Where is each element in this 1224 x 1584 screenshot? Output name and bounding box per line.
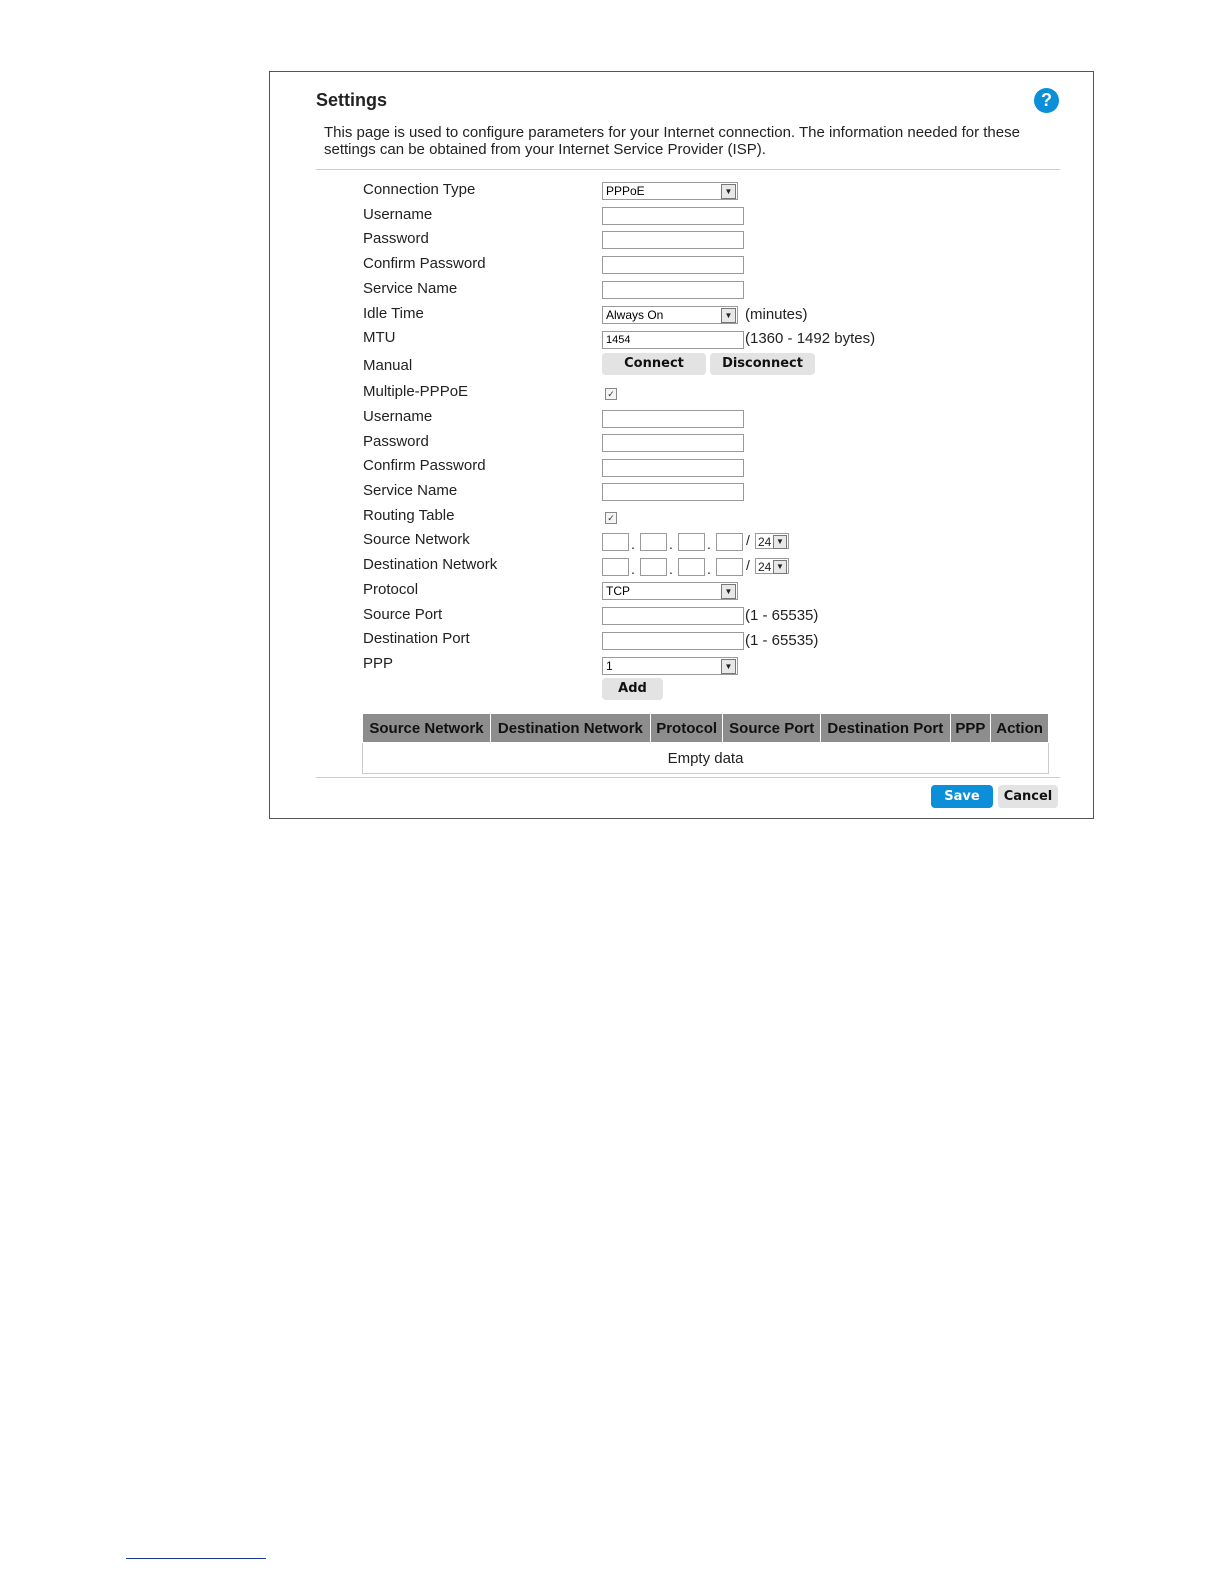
routing-table-label: Routing Table — [363, 507, 455, 524]
connection-type-value: PPPoE — [606, 184, 645, 198]
idle-time-value: Always On — [606, 308, 664, 322]
page-title: Settings — [316, 90, 388, 110]
username-input[interactable] — [602, 207, 744, 225]
mask-separator: / — [746, 557, 750, 573]
empty-data-cell: Empty data — [363, 743, 1049, 774]
source-port-range: (1 - 65535) — [745, 607, 819, 624]
page-description: This page is used to configure parameters for your Internet connection. The information needed for these settings can be obtained from your Internet Service Provider (ISP). — [324, 124, 1020, 158]
table-header-row — [363, 714, 1049, 743]
ppp-select[interactable] — [602, 657, 738, 675]
ppp-label: PPP — [363, 655, 394, 672]
source-ip-octet-3[interactable] — [678, 533, 705, 551]
ppp-value: 1 — [606, 659, 613, 673]
divider — [316, 169, 1060, 170]
destination-port-label: Destination Port — [363, 630, 470, 647]
chevron-down-icon: ▼ — [721, 584, 736, 599]
mtu-input[interactable]: 1454 — [602, 331, 744, 349]
mask-separator: / — [746, 532, 750, 548]
save-button[interactable]: Save — [931, 785, 993, 808]
dest-ip-octet-3[interactable] — [678, 558, 705, 576]
idle-time-select[interactable] — [602, 306, 738, 324]
dest-ip-octet-4[interactable] — [716, 558, 743, 576]
source-ip-octet-4[interactable] — [716, 533, 743, 551]
password-input[interactable] — [602, 231, 744, 249]
dest-ip-octet-1[interactable] — [602, 558, 629, 576]
help-icon[interactable]: ? — [1034, 88, 1059, 113]
source-network-label: Source Network — [363, 531, 470, 548]
username2-input[interactable] — [602, 410, 744, 428]
chevron-down-icon: ▼ — [721, 659, 736, 674]
mtu-range: (1360 - 1492 bytes) — [745, 330, 876, 347]
protocol-value: TCP — [606, 584, 630, 598]
idle-time-unit: (minutes) — [745, 306, 808, 323]
service-name-label: Service Name — [363, 280, 458, 297]
connection-type-select[interactable] — [602, 182, 738, 200]
add-button[interactable]: Add — [602, 678, 663, 700]
footnote-rule — [126, 1558, 266, 1559]
column-header: Protocol — [650, 714, 723, 743]
service-name2-label: Service Name — [363, 482, 458, 499]
password2-label: Password — [363, 433, 429, 450]
ip-dot: . — [669, 536, 673, 552]
multiple-pppoe-label: Multiple-PPPoE — [363, 383, 469, 400]
destination-network-label: Destination Network — [363, 556, 498, 573]
ip-dot: . — [707, 561, 711, 577]
column-header: Source Network — [363, 714, 491, 743]
username-label: Username — [363, 206, 433, 223]
manual-label: Manual — [363, 357, 413, 374]
table-row — [363, 743, 1049, 774]
ip-dot: . — [707, 536, 711, 552]
chevron-down-icon: ▼ — [773, 535, 787, 549]
dest-ip-octet-2[interactable] — [640, 558, 667, 576]
idle-time-label: Idle Time — [363, 305, 424, 322]
column-header: PPP — [950, 714, 991, 743]
password2-input[interactable] — [602, 434, 744, 452]
ip-dot: . — [631, 561, 635, 577]
connect-button[interactable]: Connect — [602, 353, 706, 375]
source-port-input[interactable] — [602, 607, 744, 625]
destination-mask-select[interactable] — [755, 558, 789, 574]
cancel-button[interactable]: Cancel — [998, 785, 1058, 808]
chevron-down-icon: ▼ — [773, 560, 787, 574]
source-mask-select[interactable] — [755, 533, 789, 549]
service-name-input[interactable] — [602, 281, 744, 299]
source-port-label: Source Port — [363, 606, 443, 623]
protocol-label: Protocol — [363, 581, 419, 598]
column-header: Action — [991, 714, 1049, 743]
source-ip-octet-2[interactable] — [640, 533, 667, 551]
confirm-password-input[interactable] — [602, 256, 744, 274]
confirm-password-label: Confirm Password — [363, 255, 486, 272]
destination-mask-value: 24 — [758, 560, 772, 574]
confirm-password2-input[interactable] — [602, 459, 744, 477]
column-header: Destination Network — [490, 714, 650, 743]
destination-port-input[interactable] — [602, 632, 744, 650]
service-name2-input[interactable] — [602, 483, 744, 501]
source-mask-value: 24 — [758, 535, 772, 549]
routing-table-checkbox[interactable]: ✓ — [605, 512, 617, 524]
ip-dot: . — [631, 536, 635, 552]
destination-port-range: (1 - 65535) — [745, 632, 819, 649]
chevron-down-icon: ▼ — [721, 308, 736, 323]
connection-type-label: Connection Type — [363, 181, 476, 198]
column-header: Destination Port — [821, 714, 951, 743]
multiple-pppoe-checkbox[interactable]: ✓ — [605, 388, 617, 400]
source-ip-octet-1[interactable] — [602, 533, 629, 551]
column-header: Source Port — [723, 714, 821, 743]
confirm-password2-label: Confirm Password — [363, 457, 486, 474]
username2-label: Username — [363, 408, 433, 425]
disconnect-button[interactable]: Disconnect — [710, 353, 815, 375]
password-label: Password — [363, 230, 429, 247]
ip-dot: . — [669, 561, 673, 577]
routing-table — [362, 713, 1049, 774]
protocol-select[interactable] — [602, 582, 738, 600]
divider — [316, 777, 1060, 778]
chevron-down-icon: ▼ — [721, 184, 736, 199]
mtu-label: MTU — [363, 329, 396, 346]
